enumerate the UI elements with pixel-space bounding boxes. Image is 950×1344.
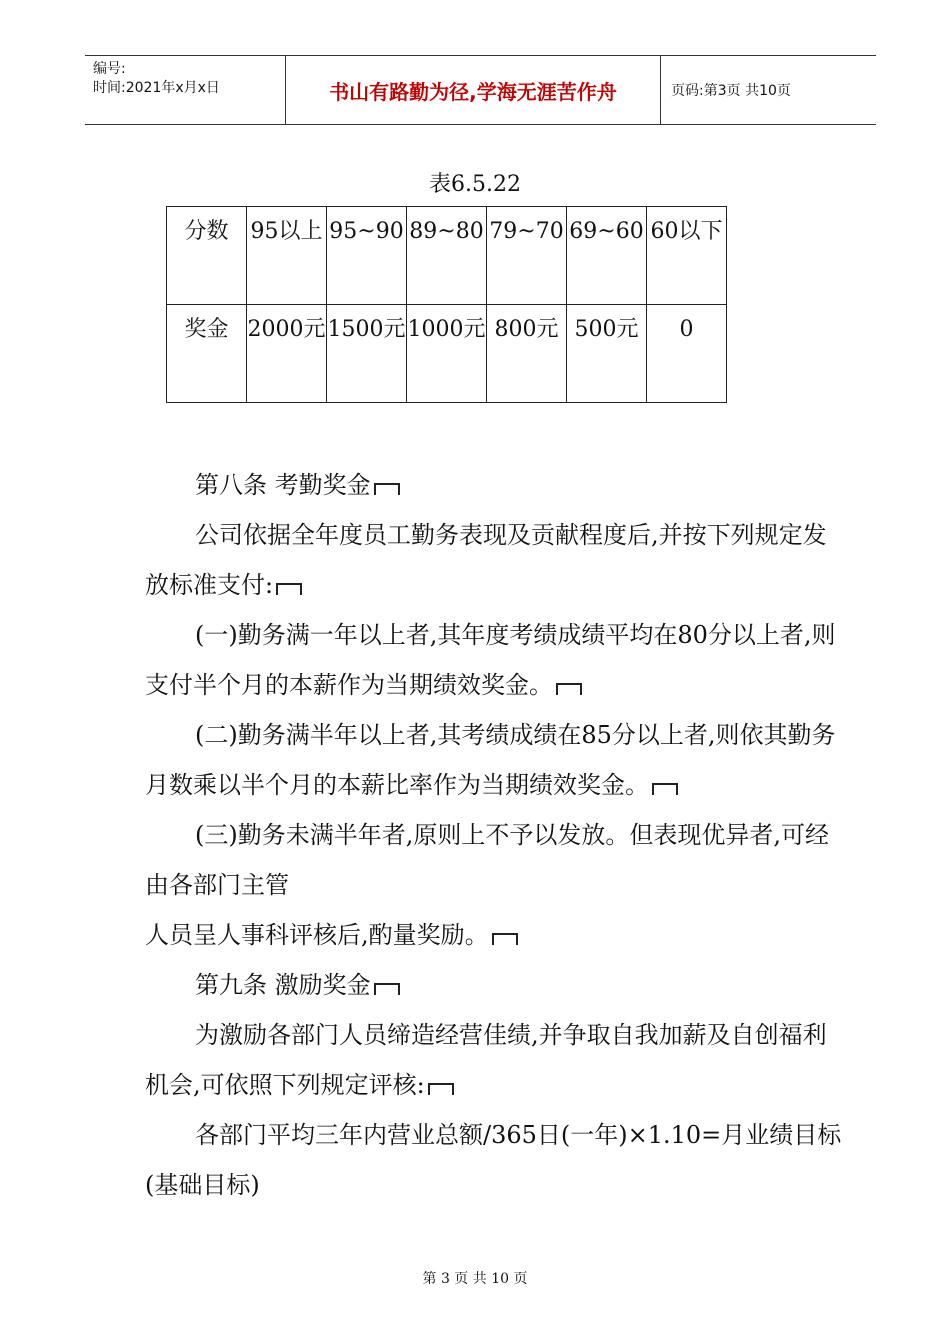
article8-title: 第八条 考勤奖金: [195, 471, 371, 499]
item2-line: [145, 710, 845, 810]
header-motto: 书山有路勤为径,学海无涯苦作舟: [286, 56, 661, 124]
article9-title: 第九条 激励奖金: [195, 971, 371, 999]
bonus-cell: 1000元: [407, 305, 487, 403]
bonus-cell: 800元: [487, 305, 567, 403]
score-cell: 69~60: [567, 207, 647, 305]
bonus-cell: 2000元: [247, 305, 327, 403]
bonus-cell: 1500元: [327, 305, 407, 403]
score-cell: 60以下: [647, 207, 727, 305]
paragraph-mark-icon: [428, 1083, 454, 1095]
item1-line: [145, 610, 845, 710]
table-row: [167, 207, 727, 305]
table-row: [167, 305, 727, 403]
article8-intro-line: [145, 510, 845, 610]
item3a-line: (三)勤务未满半年者,原则上不予以发放。但表现优异者,可经由各部门主管: [145, 821, 829, 899]
header-meta: [85, 56, 286, 124]
body-text: [145, 460, 845, 1210]
item1: (一)勤务满一年以上者,其年度考绩成绩平均在80分以上者,则支付半个月的本薪作为当期绩效奖金。: [145, 621, 836, 699]
article8-intro: 公司依据全年度员工勤务表现及贡献程度后,并按下列规定发放标准支付:: [145, 521, 827, 599]
item2: (二)勤务满半年以上者,其考绩成绩在85分以上者,则依其勤务月数乘以半个月的本薪比率作为当期绩效奖金。: [145, 721, 836, 799]
time-label: 时间:2021年x月x日: [93, 80, 220, 96]
row-header-score: 分数: [167, 207, 247, 305]
score-bonus-table: [166, 206, 727, 403]
article8-title-line: [145, 460, 845, 510]
score-cell: 95~90: [327, 207, 407, 305]
paragraph-mark-icon: [374, 483, 400, 495]
paragraph-mark-icon: [492, 933, 518, 945]
paragraph-mark-icon: [374, 983, 400, 995]
header-page-label: 页码:第3页 共10页: [671, 83, 791, 99]
page-footer: 第 3 页 共 10 页: [422, 1271, 528, 1287]
score-cell: 89~80: [407, 207, 487, 305]
item3b: 人员呈人事科评核后,酌量奖励。: [145, 921, 489, 949]
bonus-cell: 500元: [567, 305, 647, 403]
article9-intro-line: [145, 1010, 845, 1110]
table-caption: 表6.5.22: [429, 172, 521, 197]
paragraph-mark-icon: [652, 783, 678, 795]
bonus-cell: 0: [647, 305, 727, 403]
article9-title-line: [145, 960, 845, 1010]
paragraph-mark-icon: [276, 583, 302, 595]
score-cell: 95以上: [247, 207, 327, 305]
item3b-line: [145, 910, 845, 960]
page-header: [85, 55, 876, 125]
paragraph-mark-icon: [556, 683, 582, 695]
number-label: 编号:: [93, 61, 126, 77]
formula-line: 各部门平均三年内营业总额/365日(一年)×1.10=月业绩目标(基础目标): [145, 1121, 842, 1199]
score-cell: 79~70: [487, 207, 567, 305]
row-header-bonus: 奖金: [167, 305, 247, 403]
article9-intro: 为激励各部门人员缔造经营佳绩,并争取自我加薪及自创福利机会,可依照下列规定评核:: [145, 1021, 827, 1099]
